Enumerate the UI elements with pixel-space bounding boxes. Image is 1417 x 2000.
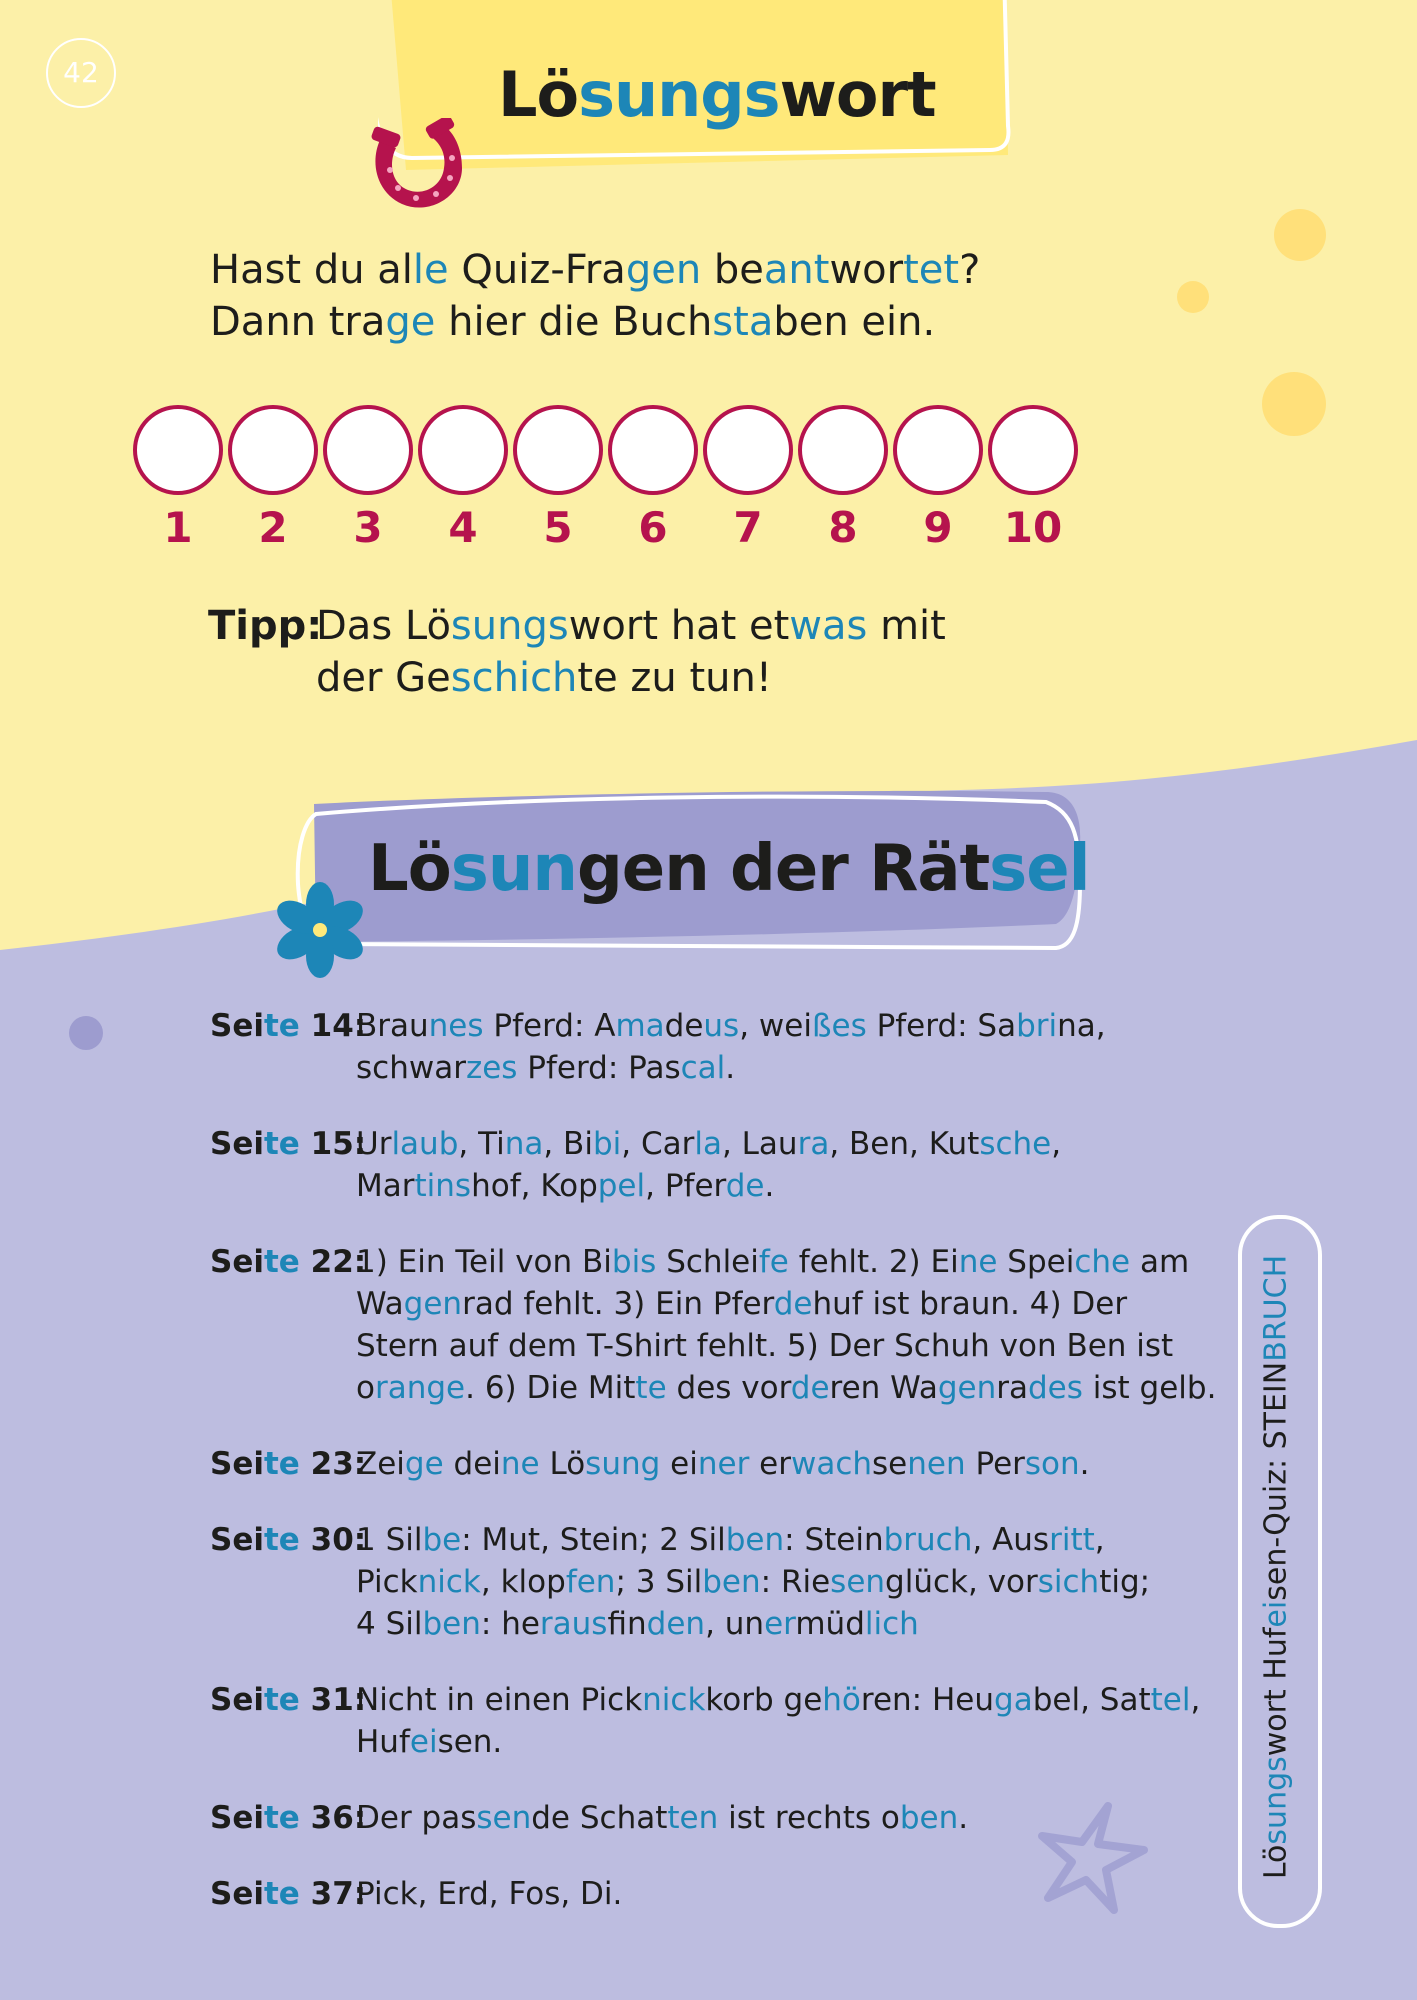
text-segment: sen — [476, 1800, 532, 1836]
text-segment: Wa — [356, 1286, 404, 1322]
text-segment: tig; — [1099, 1564, 1151, 1600]
tip-text — [208, 600, 946, 704]
text-segment: ra — [996, 1370, 1028, 1406]
letter-box-5[interactable] — [513, 405, 603, 495]
solution-line — [356, 1561, 1230, 1603]
text-segment: Hast du al — [210, 247, 413, 293]
text-segment: ren Wa — [829, 1370, 938, 1406]
intro-text — [210, 244, 980, 348]
yellow-dot — [1274, 209, 1326, 261]
text-segment: te — [263, 1126, 300, 1162]
text-segment: de — [664, 1008, 704, 1044]
text-segment: ei — [660, 1446, 698, 1482]
tip-label: Tipp: — [208, 603, 323, 649]
text-segment: te — [263, 1522, 300, 1558]
flower-icon — [270, 880, 370, 980]
text-segment: , Lau — [721, 1126, 798, 1162]
text-segment: sich — [1037, 1564, 1100, 1600]
text-segment: Lö — [1258, 1844, 1294, 1880]
text-segment: Sei — [210, 1522, 264, 1558]
solution-text — [356, 1241, 1230, 1409]
text-segment: te — [635, 1370, 667, 1406]
text-segment: BRUCH — [1258, 1254, 1294, 1362]
text-segment: te — [263, 1244, 300, 1280]
text-segment: be — [422, 1522, 462, 1558]
solution-entry — [210, 1123, 1230, 1207]
solution-page-label — [210, 1797, 367, 1839]
text-segment: ? — [959, 247, 981, 293]
text-segment: wort Huf — [1258, 1627, 1294, 1757]
letter-number: 3 — [353, 503, 383, 552]
text-segment: Spei — [997, 1244, 1075, 1280]
solution-line — [356, 1325, 1230, 1367]
letter-box-1[interactable] — [133, 405, 223, 495]
intro-line — [210, 244, 980, 296]
text-segment: sen. — [437, 1724, 503, 1760]
yellow-dot — [1262, 372, 1326, 436]
text-segment: ben — [899, 1800, 959, 1836]
solution-entry — [210, 1241, 1230, 1409]
text-segment: zes — [465, 1050, 518, 1086]
text-segment: us — [703, 1008, 740, 1044]
text-segment: er — [764, 1606, 796, 1642]
text-segment: sungs — [450, 603, 569, 649]
solution-page-label — [210, 1123, 367, 1207]
quiz-answer-rotated — [1259, 1247, 1294, 1887]
text-segment: Pick, Erd, Fos, Di. — [356, 1876, 623, 1912]
text-segment: schwar — [356, 1050, 466, 1086]
text-segment: son — [1024, 1446, 1080, 1482]
letter-box-4[interactable] — [418, 405, 508, 495]
text-segment: : Mut, Stein; 2 Sil — [461, 1522, 726, 1558]
text-segment: tet — [903, 247, 960, 293]
text-segment: am — [1130, 1244, 1190, 1280]
text-segment: ei — [409, 1724, 438, 1760]
text-segment: de Schat — [531, 1800, 668, 1836]
page-number: 42 — [46, 38, 116, 108]
letter-box-8[interactable] — [798, 405, 888, 495]
text-segment: be — [701, 247, 764, 293]
text-segment: gen — [625, 247, 702, 293]
text-segment: 23: — [299, 1446, 367, 1482]
text-segment: ga — [994, 1682, 1033, 1718]
text-segment: Quiz-Fra — [448, 247, 626, 293]
answer-letter-boxes — [133, 405, 1073, 555]
text-segment: gen — [403, 1286, 463, 1322]
solution-page-label — [210, 1679, 367, 1763]
solution-entry — [210, 1519, 1230, 1645]
solution-page-label — [210, 1519, 367, 1645]
text-segment: ren: Heu — [860, 1682, 995, 1718]
text-segment: . — [958, 1800, 969, 1836]
text-segment: te — [263, 1876, 300, 1912]
text-segment: lich — [864, 1606, 919, 1642]
text-segment: sta — [712, 299, 774, 345]
text-segment: Schlei — [656, 1244, 759, 1280]
text-segment: ten — [667, 1800, 719, 1836]
text-segment: tel — [1150, 1682, 1191, 1718]
text-segment: 37: — [299, 1876, 367, 1912]
text-segment: ma — [615, 1008, 665, 1044]
text-segment: rad fehlt. 3) Ein Pfer — [462, 1286, 774, 1322]
text-segment: fen — [565, 1564, 616, 1600]
letter-number: 2 — [258, 503, 288, 552]
text-segment: ; 3 Sil — [615, 1564, 703, 1600]
text-segment: , Aus — [972, 1522, 1050, 1558]
solution-line — [356, 1165, 1230, 1207]
solution-page-label — [210, 1443, 367, 1485]
text-segment: . — [1079, 1446, 1090, 1482]
text-segment: ritt — [1049, 1522, 1095, 1558]
text-segment: Ur — [356, 1126, 392, 1162]
text-segment: 36: — [299, 1800, 367, 1836]
text-segment: Stern auf dem T-Shirt fehlt. 5) Der Schuh von Ben ist — [356, 1328, 1174, 1364]
text-segment: te — [263, 1446, 300, 1482]
intro-line — [210, 296, 980, 348]
text-segment: o — [356, 1370, 375, 1406]
letter-box-7[interactable] — [703, 405, 793, 495]
text-segment: glück, vor — [885, 1564, 1038, 1600]
text-segment: der Ge — [316, 655, 451, 701]
letter-number: 7 — [733, 503, 763, 552]
text-segment: sungs — [1258, 1756, 1294, 1845]
text-segment: te zu tun! — [577, 655, 772, 701]
text-segment: laub — [391, 1126, 459, 1162]
text-segment: , Ben, Kut — [829, 1126, 980, 1162]
text-segment: müd — [795, 1606, 865, 1642]
star-icon — [1036, 1800, 1152, 1916]
text-segment: ben ein. — [773, 299, 936, 345]
solution-text — [356, 1005, 1230, 1089]
text-segment: nen — [907, 1446, 966, 1482]
text-segment: 14: — [299, 1008, 367, 1044]
text-segment: 31: — [299, 1682, 367, 1718]
text-segment: de — [773, 1286, 813, 1322]
text-segment: se — [872, 1446, 908, 1482]
text-segment: fin — [607, 1606, 647, 1642]
solution-text — [356, 1443, 1230, 1485]
text-segment: bruch — [883, 1522, 973, 1558]
solution-text — [356, 1679, 1230, 1763]
solution-line — [356, 1005, 1230, 1047]
text-segment: , — [1094, 1522, 1105, 1558]
text-segment: Der pas — [356, 1800, 477, 1836]
text-segment: : Rie — [760, 1564, 831, 1600]
solution-line — [356, 1123, 1230, 1165]
solution-page-label — [210, 1241, 367, 1409]
text-segment: che — [1074, 1244, 1131, 1280]
text-segment: bi — [592, 1126, 622, 1162]
text-segment: hof, Kop — [471, 1168, 598, 1204]
solution-line — [356, 1283, 1230, 1325]
text-segment: ner — [697, 1446, 750, 1482]
solution-text — [356, 1519, 1230, 1645]
tip-line — [316, 603, 946, 649]
text-segment: mit — [867, 603, 946, 649]
text-segment: tins — [414, 1168, 472, 1204]
text-segment: ne — [500, 1446, 540, 1482]
text-segment: ant — [763, 247, 830, 293]
letter-box-10[interactable] — [988, 405, 1078, 495]
text-segment: Sei — [210, 1800, 264, 1836]
text-segment: sen-Quiz: STEIN — [1258, 1361, 1294, 1601]
lilac-dot — [69, 1016, 103, 1050]
text-segment: , Car — [621, 1126, 695, 1162]
text-segment: korb ge — [705, 1682, 823, 1718]
text-segment: la — [694, 1126, 722, 1162]
solution-line — [356, 1679, 1230, 1721]
text-segment: na — [504, 1126, 544, 1162]
solution-line — [356, 1047, 1230, 1089]
text-segment: bri — [1016, 1008, 1058, 1044]
text-segment: was — [789, 603, 868, 649]
text-segment: ge — [385, 299, 436, 345]
tip-line — [316, 655, 772, 701]
text-segment: , wei — [739, 1008, 812, 1044]
solution-line — [356, 1721, 1230, 1763]
text-segment: des vor — [666, 1370, 791, 1406]
text-segment: , — [1190, 1682, 1201, 1718]
solution-text — [356, 1123, 1230, 1207]
text-segment: Pferd: A — [483, 1008, 616, 1044]
text-segment: Brau — [356, 1008, 429, 1044]
horseshoe-icon — [366, 118, 472, 218]
solution-entry — [210, 1443, 1230, 1485]
text-segment: 22: — [299, 1244, 367, 1280]
text-segment: ben — [702, 1564, 761, 1600]
text-segment: , Ti — [458, 1126, 505, 1162]
text-segment: ne — [958, 1244, 998, 1280]
text-segment: Pferd: Sa — [866, 1008, 1017, 1044]
text-segment: ist rechts o — [718, 1800, 900, 1836]
text-segment: Lö — [539, 1446, 586, 1482]
text-segment: 30: — [299, 1522, 367, 1558]
text-segment: . — [764, 1168, 775, 1204]
text-segment: ei — [1258, 1600, 1294, 1628]
text-segment: cal — [680, 1050, 726, 1086]
text-segment: , Pfer — [645, 1168, 726, 1204]
text-segment: fehlt. 2) Ei — [788, 1244, 959, 1280]
text-segment: Per — [965, 1446, 1025, 1482]
text-segment: ben — [422, 1606, 481, 1642]
text-segment: te — [263, 1682, 300, 1718]
text-segment: dei — [443, 1446, 501, 1482]
text-segment: nick — [642, 1682, 706, 1718]
text-segment: 4 Sil — [356, 1606, 423, 1642]
text-segment: bel, Sat — [1032, 1682, 1151, 1718]
text-segment: Sei — [210, 1876, 264, 1912]
text-segment: . 6) Die Mit — [465, 1370, 636, 1406]
text-segment: na, — [1057, 1008, 1106, 1044]
text-segment: hier die Buch — [435, 299, 713, 345]
text-segment: nick — [417, 1564, 481, 1600]
text-segment: , Bi — [543, 1126, 593, 1162]
text-segment: Mar — [356, 1168, 415, 1204]
text-segment: 1 Sil — [356, 1522, 423, 1558]
text-segment: sen — [830, 1564, 886, 1600]
text-segment: 15: — [299, 1126, 367, 1162]
text-segment: ist gelb. — [1082, 1370, 1217, 1406]
text-segment: Sei — [210, 1126, 264, 1162]
text-segment: nes — [428, 1008, 484, 1044]
text-segment: : Stein — [784, 1522, 884, 1558]
text-segment: sche — [979, 1126, 1052, 1162]
yellow-dot — [1177, 281, 1209, 313]
solution-page-label — [210, 1005, 367, 1089]
solution-line — [356, 1241, 1230, 1283]
text-segment: Sei — [210, 1446, 264, 1482]
letter-number: 10 — [1003, 503, 1063, 552]
text-segment: gen — [937, 1370, 997, 1406]
letter-box-9[interactable] — [893, 405, 983, 495]
text-segment: le — [412, 247, 449, 293]
text-segment: Sei — [210, 1008, 264, 1044]
text-segment: Dann tra — [210, 299, 386, 345]
text-segment: Pick — [356, 1564, 418, 1600]
text-segment: hö — [822, 1682, 861, 1718]
text-segment: ra — [797, 1126, 830, 1162]
solution-page-label — [210, 1873, 367, 1915]
letter-number: 6 — [638, 503, 668, 552]
text-segment: ge — [404, 1446, 444, 1482]
text-segment: schich — [450, 655, 578, 701]
text-segment: sung — [585, 1446, 661, 1482]
raetsel-title: Lösungen der Rätsel — [368, 832, 1090, 906]
text-segment: , un — [705, 1606, 765, 1642]
text-segment: wor — [829, 247, 904, 293]
text-segment: Huf — [356, 1724, 410, 1760]
text-segment: . — [725, 1050, 736, 1086]
text-segment: Das Lö — [316, 603, 451, 649]
text-segment: Sei — [210, 1244, 264, 1280]
text-segment: ben — [725, 1522, 785, 1558]
text-segment: te — [263, 1008, 300, 1044]
text-segment: ßes — [811, 1008, 867, 1044]
text-segment: Zei — [356, 1446, 405, 1482]
text-segment: Sei — [210, 1682, 264, 1718]
solution-entry — [210, 1005, 1230, 1089]
text-segment: den — [646, 1606, 706, 1642]
text-segment: huf ist braun. 4) Der — [812, 1286, 1128, 1322]
text-segment: de — [725, 1168, 765, 1204]
solution-line — [356, 1519, 1230, 1561]
letter-box-3[interactable] — [323, 405, 413, 495]
text-segment: range — [374, 1370, 466, 1406]
text-segment: des — [1028, 1370, 1083, 1406]
text-segment: 1) Ein Teil von Bi — [356, 1244, 612, 1280]
text-segment: , — [1051, 1126, 1062, 1162]
letter-box-2[interactable] — [228, 405, 318, 495]
text-segment: raus — [539, 1606, 608, 1642]
text-segment: fe — [758, 1244, 789, 1280]
solution-line — [356, 1603, 1230, 1645]
text-segment: Pferd: Pas — [517, 1050, 681, 1086]
letter-number: 9 — [923, 503, 953, 552]
loesungswort-title: Lösungswort — [498, 58, 936, 131]
text-segment: , klop — [480, 1564, 566, 1600]
letter-number: 4 — [448, 503, 478, 552]
text-segment: er — [749, 1446, 791, 1482]
letter-number: 5 — [543, 503, 573, 552]
text-segment: wach — [790, 1446, 873, 1482]
text-segment: wort hat et — [568, 603, 790, 649]
text-segment: bis — [611, 1244, 657, 1280]
letter-number: 8 — [828, 503, 858, 552]
text-segment: : he — [480, 1606, 540, 1642]
letter-number: 1 — [163, 503, 193, 552]
solution-entry — [210, 1679, 1230, 1763]
solution-line — [356, 1367, 1230, 1409]
text-segment: Nicht in einen Pick — [356, 1682, 643, 1718]
letter-box-6[interactable] — [608, 405, 698, 495]
solution-line — [356, 1443, 1230, 1485]
text-segment: de — [790, 1370, 830, 1406]
text-segment: te — [263, 1800, 300, 1836]
text-segment: pel — [597, 1168, 646, 1204]
